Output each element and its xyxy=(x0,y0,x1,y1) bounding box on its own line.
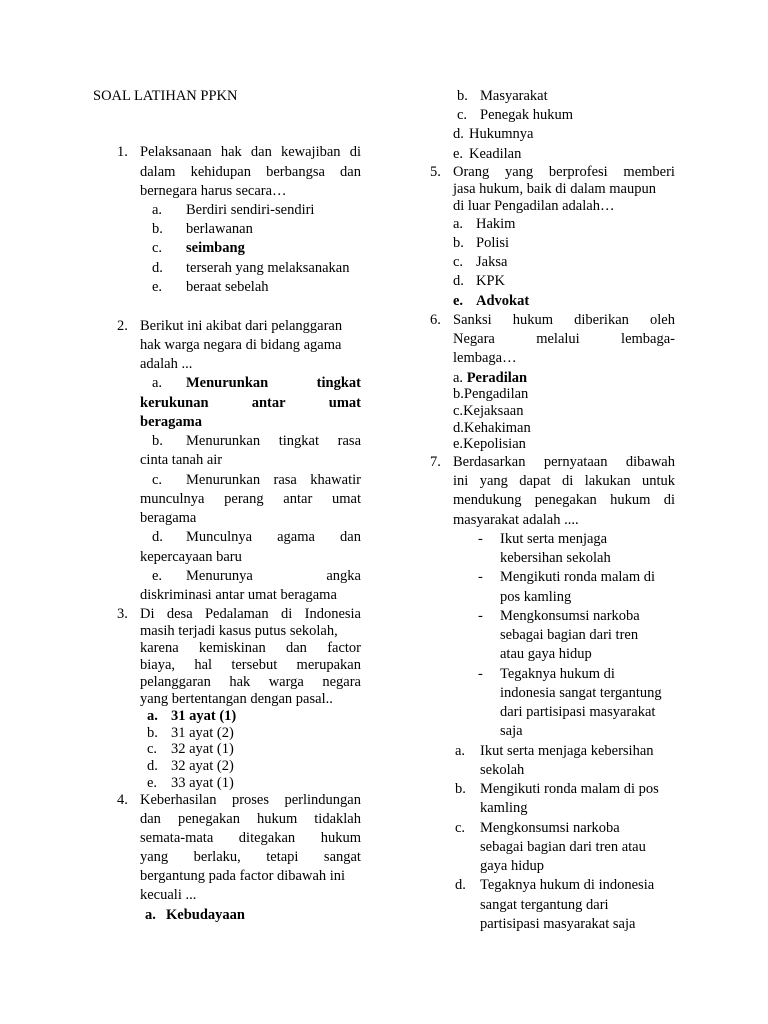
word: angka xyxy=(326,568,361,584)
option-text-line: gaya hidup xyxy=(480,858,545,874)
statement-line: pos kamling xyxy=(500,589,572,605)
statement-line: indonesia sangat tergantung xyxy=(500,685,662,701)
question-number: 3. xyxy=(117,606,128,622)
word: tingkat xyxy=(278,433,320,449)
word: dalam xyxy=(140,164,176,180)
question-text-line: Berikut ini akibat dari pelanggaran xyxy=(140,318,343,334)
word: merupakan xyxy=(296,657,361,673)
question-text-line xyxy=(140,675,361,690)
word: memberi xyxy=(623,164,675,180)
question-number: 4. xyxy=(117,792,128,808)
word: di xyxy=(280,606,293,622)
option-letter: e. xyxy=(453,436,464,452)
question-text-line: di luar Pengadilan adalah… xyxy=(453,198,615,214)
question-text-line xyxy=(140,165,361,180)
option-letter: d. xyxy=(147,758,158,774)
word: yang xyxy=(140,849,169,865)
word: Pedalaman xyxy=(204,606,269,622)
question-text-line: yang bertentangan dengan pasal.. xyxy=(140,691,333,707)
word: dan xyxy=(250,144,272,160)
word: khawatir xyxy=(310,472,361,488)
word: Menurunkan xyxy=(186,375,269,391)
option-text: Kepolisian xyxy=(463,436,526,452)
option-text: 32 ayat (2) xyxy=(171,758,234,774)
word: Berdasarkan xyxy=(453,454,526,470)
word: tidaklah xyxy=(314,811,361,827)
word: Pelaksanaan xyxy=(140,144,212,160)
question-text-line xyxy=(453,493,675,508)
word: oleh xyxy=(650,312,675,328)
option-letter: c. xyxy=(147,741,158,757)
word: perlindungan xyxy=(284,792,361,808)
option-letter: a. xyxy=(147,708,158,724)
word: perang xyxy=(224,491,264,507)
option-text-answer-line xyxy=(186,376,361,391)
question-text-line xyxy=(453,313,675,328)
question-text-line xyxy=(140,850,361,865)
option-item xyxy=(453,387,528,402)
option-text: 32 ayat (1) xyxy=(171,741,234,757)
option-text-line: sebagai bagian dari tren atau xyxy=(480,839,646,855)
word: di xyxy=(663,492,675,508)
word: di xyxy=(562,473,574,489)
option-letter: b. xyxy=(152,221,163,237)
option-text: Kejaksaan xyxy=(463,403,524,419)
statement-line: Tegaknya hukum di xyxy=(500,666,615,682)
option-letter: a. xyxy=(152,375,163,391)
word: sangat xyxy=(323,849,361,865)
word: Menurunkan xyxy=(186,433,261,449)
bullet-dash: - xyxy=(478,608,483,624)
word: proses xyxy=(231,792,270,808)
option-text: Jaksa xyxy=(476,254,508,270)
statement-line: Ikut serta menjaga xyxy=(500,531,608,547)
option-letter: e. xyxy=(152,568,163,584)
option-item xyxy=(453,437,526,452)
word: tingkat xyxy=(316,375,361,391)
question-text-line xyxy=(453,455,675,470)
option-letter: a. xyxy=(152,202,163,218)
word: agama xyxy=(277,529,315,545)
option-letter: a. xyxy=(455,743,466,759)
word: berbangsa xyxy=(266,164,325,180)
word: diberikan xyxy=(574,312,629,328)
word: hukum xyxy=(256,811,298,827)
option-text-line: kepercayaan baru xyxy=(140,549,242,565)
option-letter: b. xyxy=(453,235,464,251)
option-letter: d. xyxy=(453,273,464,289)
option-letter: c. xyxy=(453,403,464,419)
word: factor xyxy=(327,640,361,656)
option-text-line xyxy=(140,492,361,507)
option-text-line: Mengikuti ronda malam di pos xyxy=(480,781,659,797)
word: karena xyxy=(140,640,179,656)
option-text: Keadilan xyxy=(469,146,522,162)
statement-line: dari partisipasi masyarakat xyxy=(500,704,656,720)
word: dan xyxy=(340,529,361,545)
word: hukum xyxy=(610,492,651,508)
option-text-line: Mengkonsumsi narkoba xyxy=(480,820,620,836)
word: antar xyxy=(251,395,286,411)
word: lakukan xyxy=(584,473,631,489)
question-number: 2. xyxy=(117,318,128,334)
word: penegakan xyxy=(177,811,240,827)
word: warga xyxy=(268,674,304,690)
word: yang xyxy=(504,164,534,180)
question-number: 6. xyxy=(430,312,441,328)
word: dibawah xyxy=(625,454,675,470)
option-text: Penegak hukum xyxy=(480,107,574,123)
word: negara xyxy=(322,674,361,690)
word: hak xyxy=(229,674,251,690)
word: tetapi xyxy=(266,849,299,865)
statement-line: kebersihan sekolah xyxy=(500,550,611,566)
option-letter: b. xyxy=(457,88,468,104)
question-text-line: bernegara harus secara… xyxy=(140,183,287,199)
option-item xyxy=(453,371,527,386)
option-text: beraat sebelah xyxy=(186,279,269,295)
word: Indonesia xyxy=(304,606,361,622)
option-text-line: beragama xyxy=(140,510,197,526)
option-letter: c. xyxy=(453,254,464,270)
word: kewajiban xyxy=(280,144,341,160)
option-text: Berdiri sendiri-sendiri xyxy=(186,202,315,218)
question-text-line: jasa hukum, baik di dalam maupun xyxy=(453,181,656,197)
word: dan xyxy=(340,164,361,180)
option-text-answer-line xyxy=(140,396,361,411)
question-text-line xyxy=(140,641,361,656)
word: munculnya xyxy=(140,491,205,507)
word: melalui xyxy=(536,331,580,347)
option-text-line: partisipasi masyarakat saja xyxy=(480,916,636,932)
question-text-line xyxy=(453,165,675,180)
question-text-line xyxy=(453,332,675,347)
option-letter: b. xyxy=(147,725,158,741)
word: di xyxy=(349,144,361,160)
word: Munculnya xyxy=(186,529,253,545)
word: pelanggaran xyxy=(140,674,211,690)
option-letter: b. xyxy=(453,386,464,402)
bullet-dash: - xyxy=(478,569,483,585)
word: yang xyxy=(479,473,508,489)
option-letter: d. xyxy=(453,420,464,436)
word: hak xyxy=(220,144,242,160)
statement-line: Mengikuti ronda malam di xyxy=(500,569,656,585)
word: biaya, xyxy=(140,657,176,673)
question-text-line xyxy=(140,607,361,622)
option-text: berlawanan xyxy=(186,221,253,237)
option-letter: a. xyxy=(453,370,464,386)
question-text-line: hak warga negara di bidang agama xyxy=(140,337,342,353)
option-text: Kehakiman xyxy=(463,420,531,436)
word: pernyataan xyxy=(543,454,608,470)
word: hukum xyxy=(512,312,554,328)
option-letter: c. xyxy=(455,820,466,836)
word: antar xyxy=(283,491,313,507)
option-letter: d. xyxy=(453,126,464,142)
question-text-line xyxy=(140,145,361,160)
word: dapat xyxy=(519,473,551,489)
word: berprofesi xyxy=(548,164,608,180)
word: Sanksi xyxy=(453,312,492,328)
option-letter: c. xyxy=(152,240,163,256)
word: umat xyxy=(328,395,361,411)
word: hukum xyxy=(320,830,361,846)
word: rasa xyxy=(337,433,361,449)
option-item xyxy=(453,421,531,436)
question-number: 7. xyxy=(430,454,441,470)
page-title: SOAL LATIHAN PPKN xyxy=(93,88,238,104)
question-text-line: adalah ... xyxy=(140,356,193,372)
option-letter: d. xyxy=(152,260,163,276)
question-text-line: lembaga… xyxy=(453,350,517,366)
option-letter: a. xyxy=(145,907,156,923)
word: kehidupan xyxy=(190,164,251,180)
word: Orang xyxy=(453,164,490,180)
word: desa xyxy=(166,606,193,622)
word: dan xyxy=(140,811,161,827)
statement-line: sebagai bagian dari tren xyxy=(500,627,639,643)
question-text-line xyxy=(453,474,675,489)
bullet-dash: - xyxy=(478,531,483,547)
option-text-line: diskriminasi antar umat beragama xyxy=(140,587,337,603)
word: Di xyxy=(140,606,155,622)
word: tersebut xyxy=(231,657,278,673)
option-text-line xyxy=(186,569,361,584)
option-letter: e. xyxy=(453,146,464,162)
option-text-answer-line: beragama xyxy=(140,414,203,430)
option-letter: e. xyxy=(152,279,163,295)
option-item xyxy=(453,404,523,419)
bullet-dash: - xyxy=(478,666,483,682)
option-text: Pengadilan xyxy=(463,386,529,402)
statement-line: Mengkonsumsi narkoba xyxy=(500,608,640,624)
word: untuk xyxy=(641,473,675,489)
option-letter: b. xyxy=(152,433,163,449)
option-text: terserah yang melaksanakan xyxy=(186,260,350,276)
statement-line: atau gaya hidup xyxy=(500,646,592,662)
question-number: 5. xyxy=(430,164,441,180)
question-text-line xyxy=(140,793,361,808)
option-text-line xyxy=(186,530,361,545)
question-text-line xyxy=(140,658,361,673)
option-text-line: cinta tanah air xyxy=(140,452,223,468)
word: Keberhasilan xyxy=(140,792,217,808)
word: Menurunkan xyxy=(186,472,261,488)
word: mendukung xyxy=(453,492,522,508)
option-letter: d. xyxy=(455,877,466,893)
word: Menurunya xyxy=(186,568,253,584)
option-text-line: sangat tergantung dari xyxy=(480,897,609,913)
option-text-answer: seimbang xyxy=(186,240,245,256)
option-text-line xyxy=(186,473,361,488)
option-text: 33 ayat (1) xyxy=(171,775,234,791)
option-letter: c. xyxy=(457,107,468,123)
word: hal xyxy=(194,657,213,673)
option-text-answer: Kebudayaan xyxy=(166,907,245,923)
option-text-line xyxy=(186,434,361,449)
statement-line: saja xyxy=(500,723,523,739)
option-letter: d. xyxy=(152,529,163,545)
option-text-answer: Peradilan xyxy=(466,370,528,386)
option-text: 31 ayat (2) xyxy=(171,725,234,741)
word: ini xyxy=(453,473,469,489)
option-letter: e. xyxy=(453,293,464,309)
question-text-line: masyarakat adalah .... xyxy=(453,512,579,528)
question-text-line: masih terjadi kasus putus sekolah, xyxy=(140,623,338,639)
word: penegakan xyxy=(534,492,597,508)
question-text-line xyxy=(140,812,361,827)
word: Negara xyxy=(453,331,495,347)
word: kemiskinan xyxy=(198,640,266,656)
option-text-line: sekolah xyxy=(480,762,525,778)
question-text-line: bergantung pada factor dibawah ini xyxy=(140,868,346,884)
option-text-answer: 31 ayat (1) xyxy=(171,708,237,724)
option-text: KPK xyxy=(476,273,506,289)
word: lembaga- xyxy=(621,331,675,347)
question-number: 1. xyxy=(117,144,128,160)
option-text: Polisi xyxy=(476,235,510,251)
question-text-line: kecuali ... xyxy=(140,887,197,903)
option-text: Hukumnya xyxy=(469,126,534,142)
word: semata-mata xyxy=(140,830,214,846)
option-letter: c. xyxy=(152,472,163,488)
option-text-line: Tegaknya hukum di indonesia xyxy=(480,877,655,893)
word: umat xyxy=(331,491,361,507)
word: kerukunan xyxy=(140,395,209,411)
option-text-line: Ikut serta menjaga kebersihan xyxy=(480,743,654,759)
option-text-answer: Advokat xyxy=(476,293,530,309)
word: rasa xyxy=(273,472,297,488)
option-text: Hakim xyxy=(476,216,516,232)
option-text-line: kamling xyxy=(480,800,528,816)
option-letter: b. xyxy=(455,781,466,797)
option-text: Masyarakat xyxy=(480,88,548,104)
option-letter: a. xyxy=(453,216,464,232)
word: berlaku, xyxy=(193,849,241,865)
question-text-line xyxy=(140,831,361,846)
word: ditegakan xyxy=(238,830,296,846)
word: dan xyxy=(286,640,307,656)
option-letter: e. xyxy=(147,775,158,791)
